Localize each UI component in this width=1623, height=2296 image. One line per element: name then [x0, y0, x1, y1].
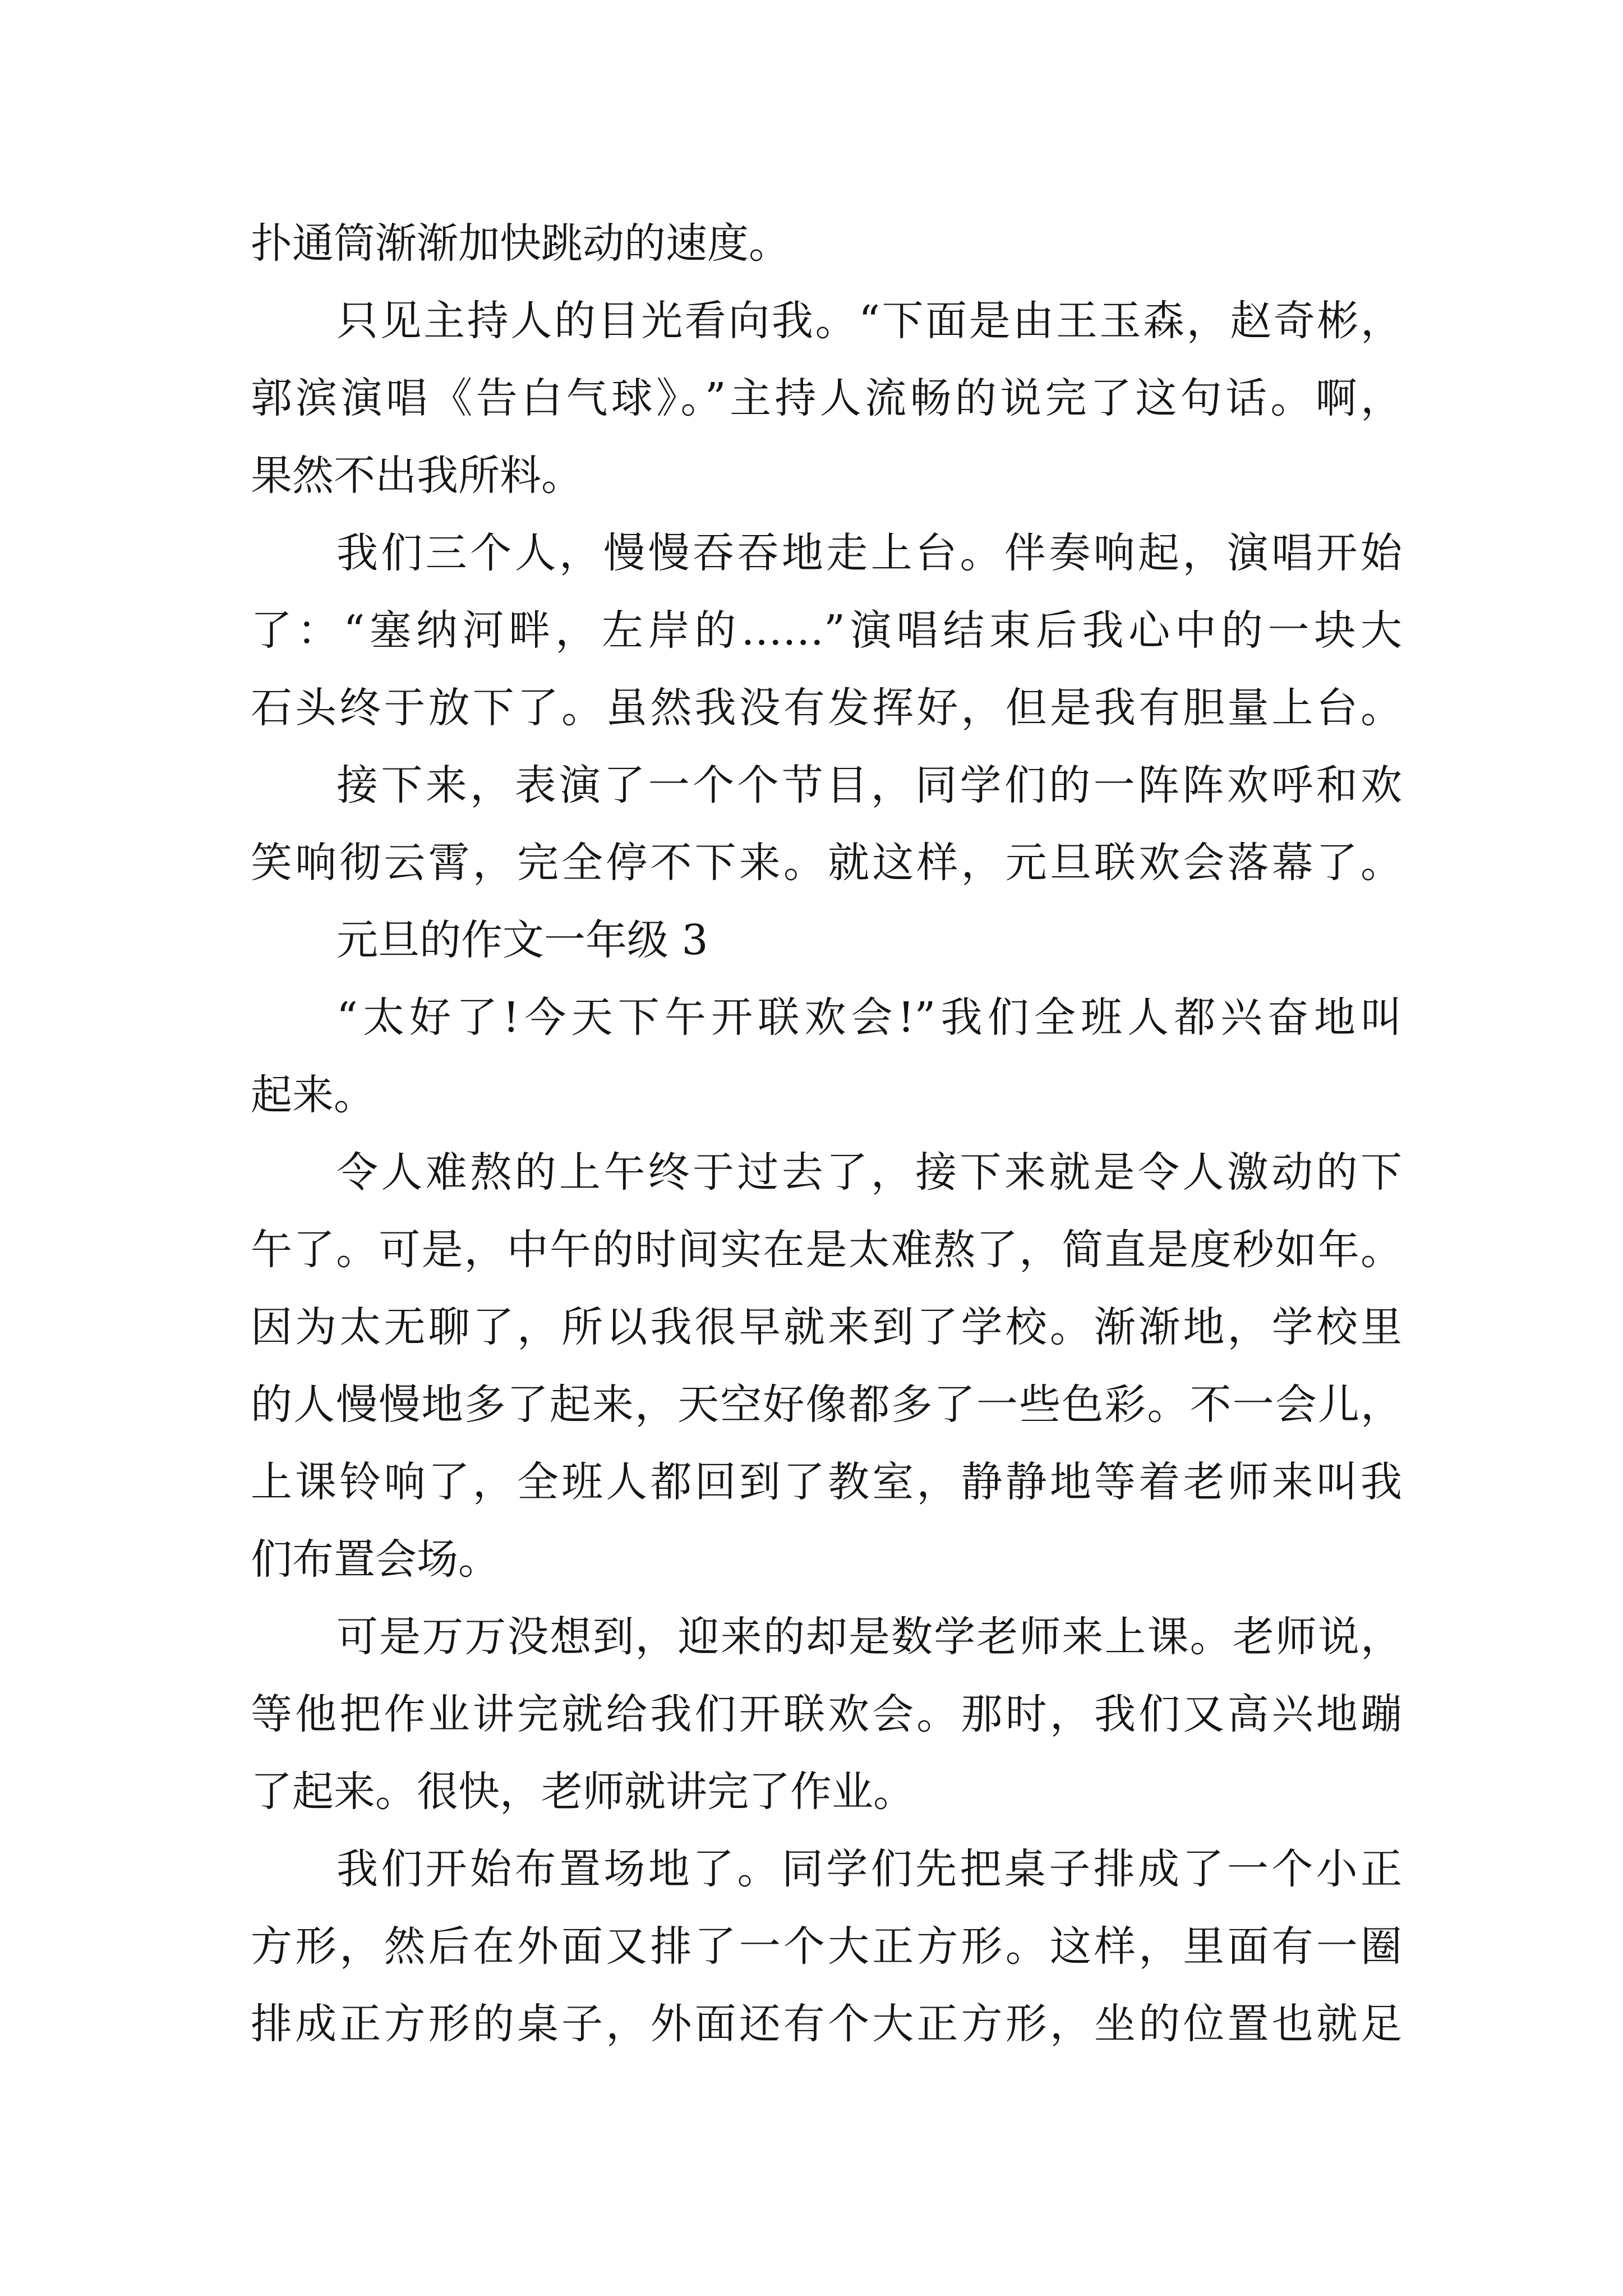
- text-line: 了起来。很快，老师就讲完了作业。: [251, 1768, 915, 1816]
- text-line: 我们开始布置场地了。同学们先把桌子排成了一个小正: [336, 1845, 1402, 1893]
- paragraph: [251, 205, 1402, 282]
- paragraph: [251, 1134, 1402, 1598]
- text-line: 石头终于放下了。虽然我没有发挥好，但是我有胆量上台。: [251, 684, 1402, 732]
- paragraph: [251, 747, 1402, 901]
- paragraph: [251, 514, 1402, 747]
- text-line: 可是万万没想到，迎来的却是数学老师来上课。老师说，: [336, 1613, 1402, 1661]
- text-line: 接下来，表演了一个个节目，同学们的一阵阵欢呼和欢: [336, 761, 1402, 809]
- paragraph: [251, 1598, 1402, 1830]
- text-line: 排成正方形的桌子，外面还有个大正方形，坐的位置也就足: [251, 2000, 1402, 2048]
- text-line: 方形，然后在外面又排了一个大正方形。这样，里面有一圈: [251, 1922, 1402, 1971]
- paragraph: [251, 282, 1402, 514]
- text-line: 令人难熬的上午终于过去了，接下来就是令人激动的下: [336, 1148, 1402, 1197]
- section-heading-text: 元旦的作文一年级 3: [336, 916, 708, 964]
- text-line: 的人慢慢地多了起来，天空好像都多了一些色彩。不一会儿，: [251, 1381, 1402, 1429]
- text-line: 笑响彻云霄，完全停不下来。就这样，元旦联欢会落幕了。: [251, 839, 1402, 887]
- text-line: 们布置会场。: [251, 1535, 500, 1584]
- paragraph: [251, 1830, 1402, 2063]
- text-line: 郭滨演唱《告白气球》。”主持人流畅的说完了这句话。啊，: [251, 374, 1402, 422]
- text-line: 只见主持人的目光看向我。“下面是由王玉森，赵奇彬，: [336, 297, 1402, 345]
- text-line: 起来。: [251, 1071, 375, 1119]
- text-line: 我们三个人，慢慢吞吞地走上台。伴奏响起，演唱开始: [336, 529, 1402, 577]
- text-line: 等他把作业讲完就给我们开联欢会。那时，我们又高兴地蹦: [251, 1690, 1402, 1738]
- text-line: 上课铃响了，全班人都回到了教室，静静地等着老师来叫我: [251, 1458, 1402, 1506]
- text-line: 午了。可是，中午的时间实在是太难熬了，简直是度秒如年。: [251, 1226, 1402, 1274]
- text-line: 果然不出我所料。: [251, 452, 583, 500]
- text-line: 了：“塞纳河畔，左岸的……”演唱结束后我心中的一块大: [251, 606, 1402, 655]
- body-text: [251, 205, 1402, 2063]
- text-line: 扑通筒渐渐加快跳动的速度。: [251, 219, 790, 268]
- text-line: 因为太无聊了，所以我很早就来到了学校。渐渐地，学校里: [251, 1303, 1402, 1351]
- paragraph: [251, 979, 1402, 1134]
- text-line: “太好了!今天下午开联欢会!”我们全班人都兴奋地叫: [336, 993, 1402, 1042]
- section-heading: [251, 901, 1402, 979]
